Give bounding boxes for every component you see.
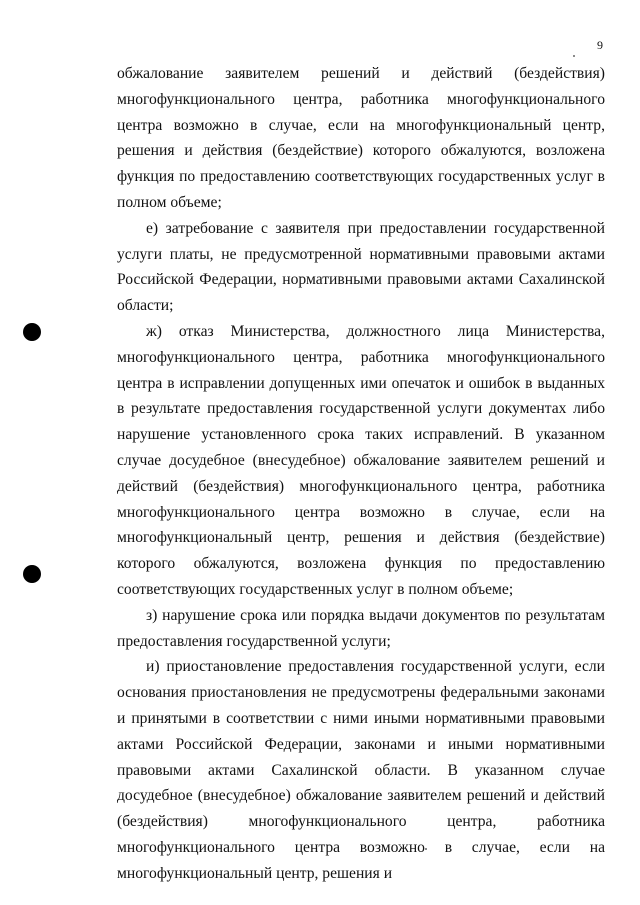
page-number: 9: [597, 38, 603, 52]
paragraph-item-z: з) нарушение срока или порядка выдачи документов по результатам предоставления государственной услуги;: [117, 606, 605, 650]
punch-hole-top: [23, 323, 41, 341]
paragraph-continuation: обжалование заявителем решений и действий (бездействия) многофункционального центра, работника многофункционального центра возможно в случае, если на многофункциональный центр, решения и действия (бездействие) которого обжалуются, возложена функция по предоставлению соответствующих государственных услуг в полном объеме;: [117, 65, 605, 211]
document-body: [117, 61, 605, 887]
punch-hole-bottom: [23, 565, 41, 583]
paragraph-item-e: е) затребование с заявителя при предоставлении государственной услуги платы, не предусмотренной нормативными правовыми актами Российской Федерации, нормативными правовыми актами Сахалинской области;: [117, 219, 605, 315]
paragraph-item-i: и) приостановление предоставления государственной услуги, если основания приостановления не предусмотрены федеральными законами и принятыми в соответствии с ними иными нормативными правовыми актами Российской Федерации, законами и иными нормативными правовыми актами Сахалинской области. В указанном случае досудебное (внесудебное) обжалование заявителем решений и действий (бездействия) многофункционального центра, работника многофункционального центра возможно в случае, если на многофункциональный центр, решения и: [117, 658, 605, 882]
scan-speck: [573, 55, 575, 57]
paragraph-item-zh: ж) отказ Министерства, должностного лица Министерства, многофункционального центра, работника многофункционального центра в исправлении допущенных ими опечаток и ошибок в выданных в результате предоставления государственной услуги документах либо нарушение установленного срока таких исправлений. В указанном случае досудебное (внесудебное) обжалование заявителем решений и действий (бездействия) многофункционального центра, работника многофункционального центра возможно в случае, если на многофункциональный центр, решения и действия (бездействие) которого обжалуются, возложена функция по предоставлению соответствующих государственных услуг в полном объеме;: [117, 322, 605, 598]
